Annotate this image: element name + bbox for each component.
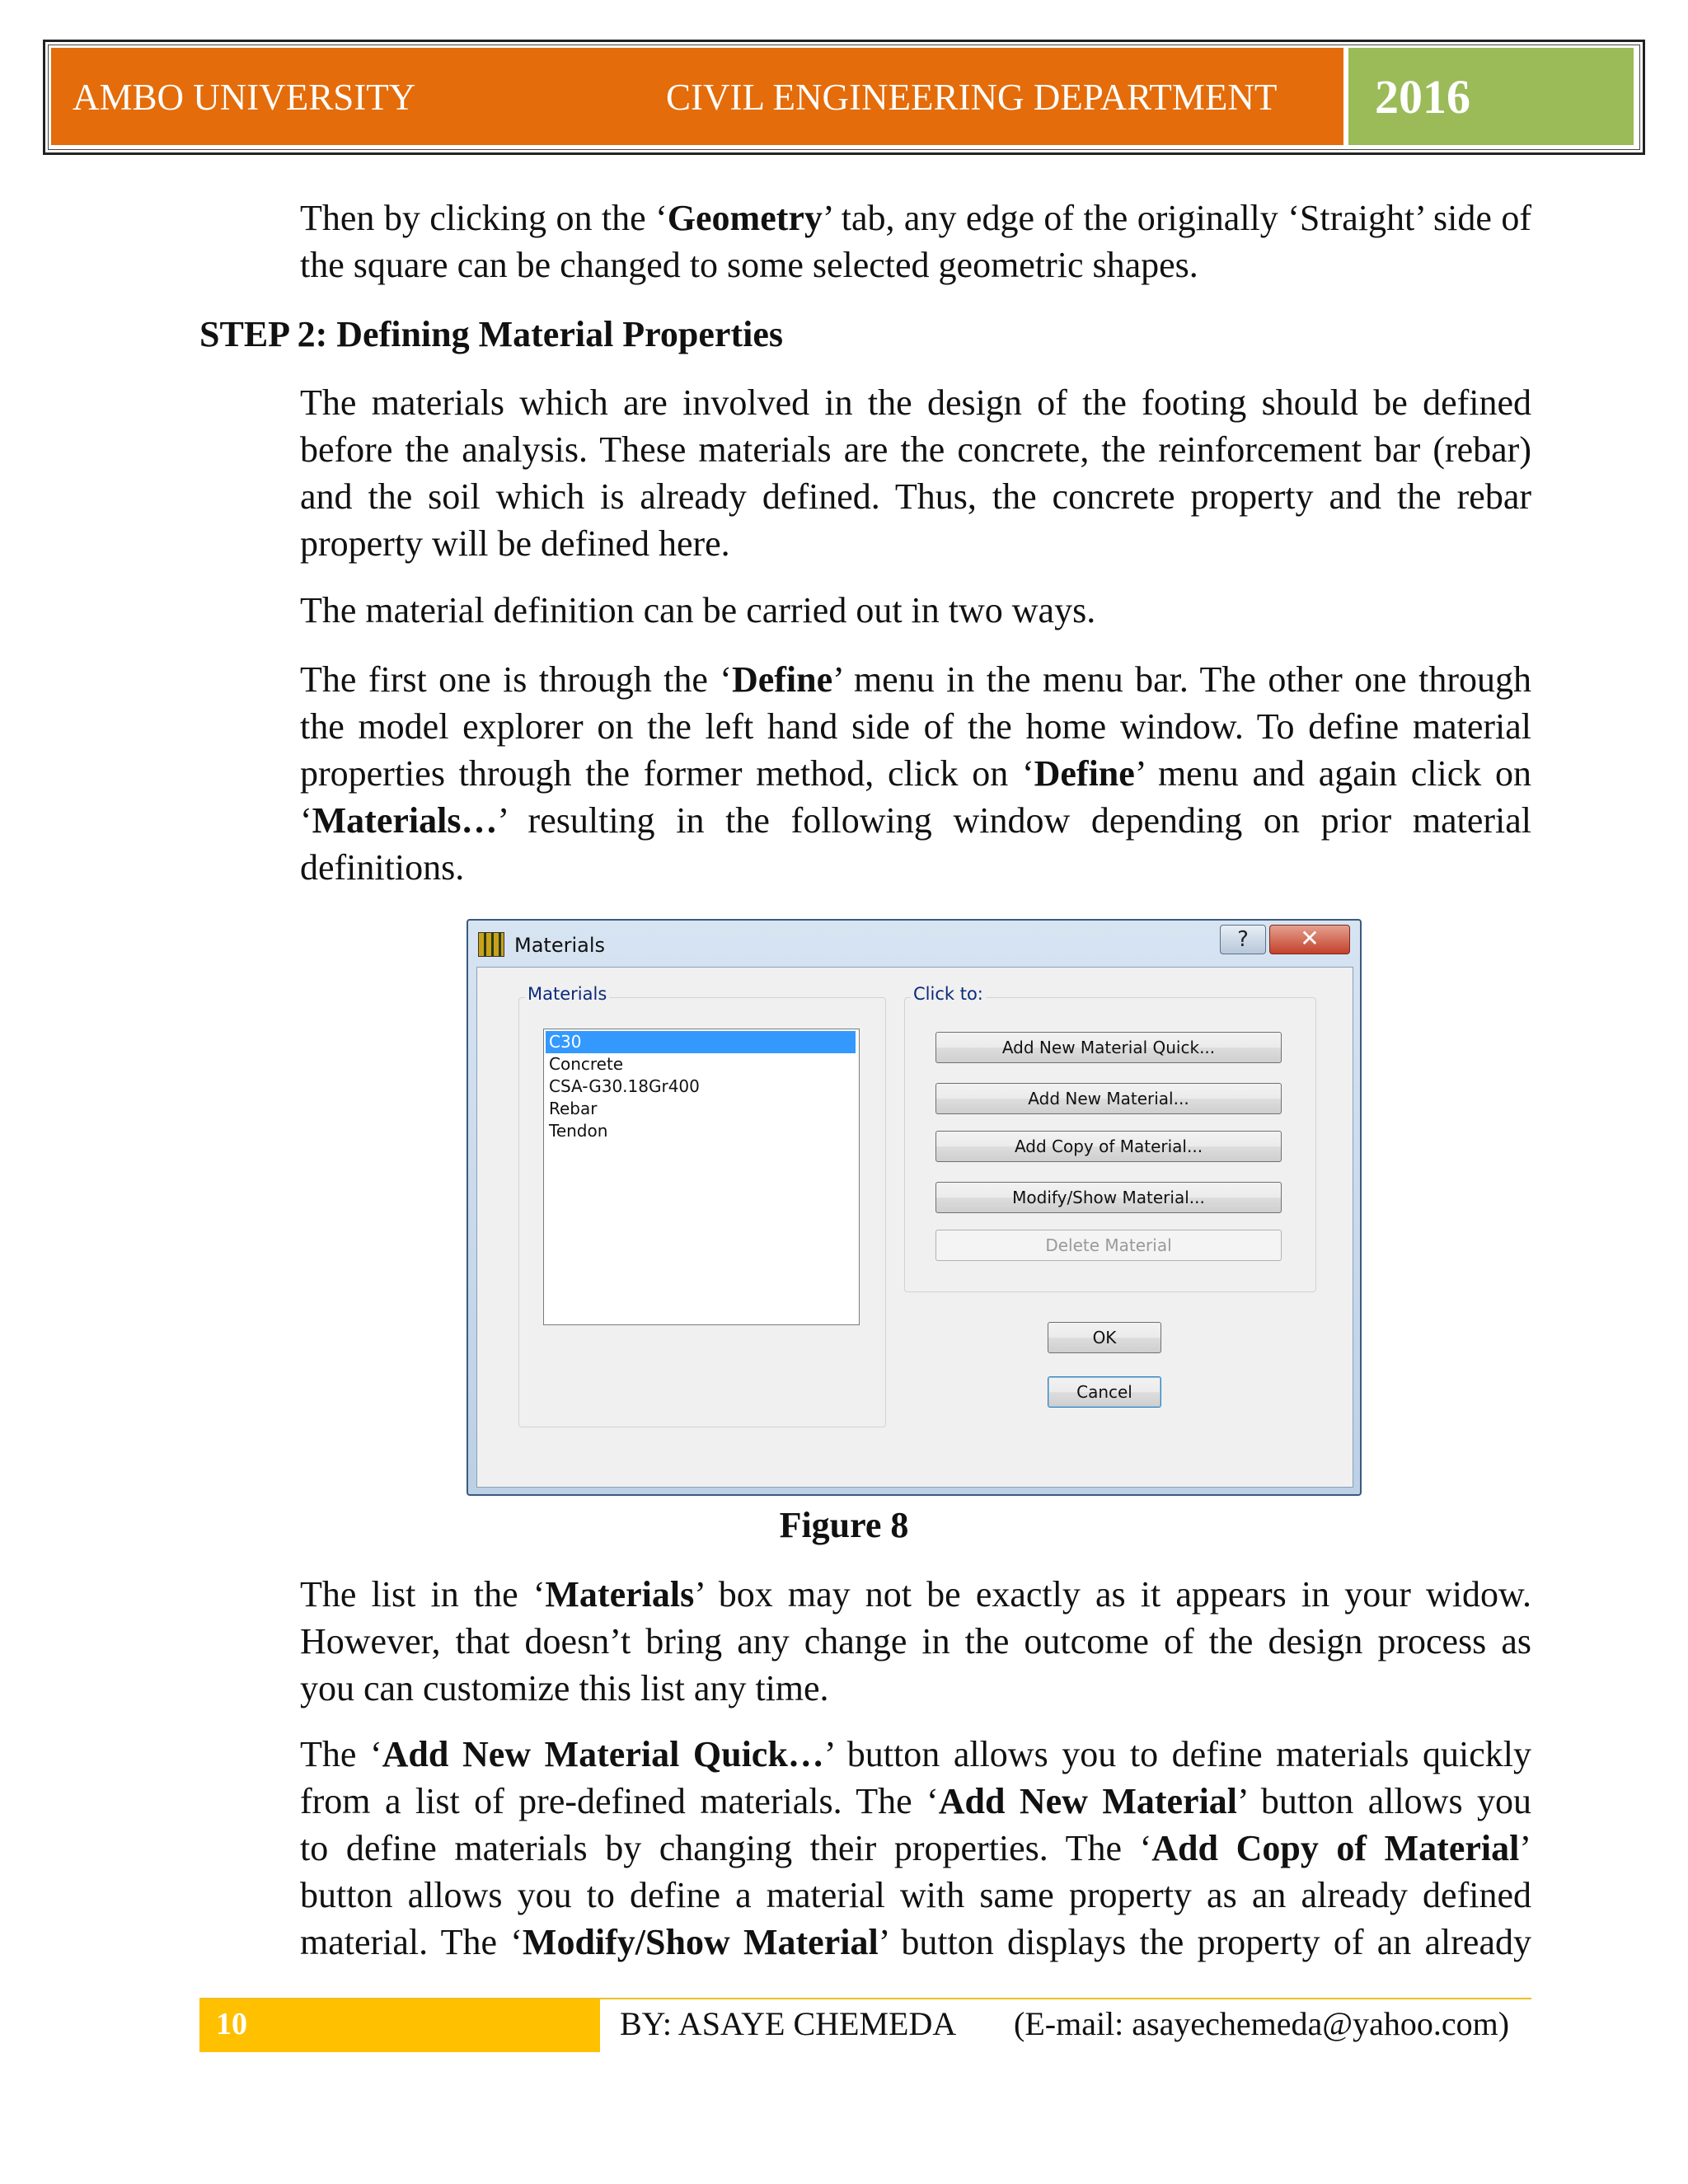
text-line: and the soil which is already defined. Thus, the concrete property and the rebar [300, 476, 1531, 517]
text-line: The list in the ‘Materials’ box may not be exactly as it appears in your widow. [300, 1574, 1531, 1615]
dialog-client-area [476, 967, 1353, 1488]
text-line: before the analysis. These materials are the concrete, the reinforcement bar (rebar) [300, 429, 1531, 470]
text-line: to define materials by changing their properties. The ‘Add Copy of Material’ [300, 1828, 1531, 1868]
text-line: you can customize this list any time. [300, 1668, 829, 1708]
text-line: The material definition can be carried out in two ways. [300, 590, 1096, 630]
list-item[interactable]: Tendon [549, 1121, 608, 1141]
text-line: property will be defined here. [300, 523, 730, 564]
list-item[interactable]: Concrete [549, 1054, 624, 1074]
text-line: The first one is through the ‘Define’ menu in the menu bar. The other one through [300, 659, 1531, 700]
add-new-material-quick-button[interactable]: Add New Material Quick... [935, 1032, 1282, 1063]
materials-list[interactable] [543, 1029, 860, 1325]
cancel-button[interactable]: Cancel [1048, 1376, 1161, 1408]
ok-button[interactable]: OK [1048, 1322, 1161, 1353]
delete-material-button[interactable]: Delete Material [935, 1230, 1282, 1261]
text-line: material. The ‘Modify/Show Material’ button displays the property of an already [300, 1922, 1531, 1962]
text-line: The ‘Add New Material Quick…’ button allows you to define materials quickly [300, 1734, 1532, 1774]
text-line: button allows you to define a material with same property as an already defined [300, 1875, 1531, 1915]
click-to-group-label: Click to: [911, 984, 986, 1004]
buttons-description-paragraph [300, 1731, 1531, 1966]
dialog-titlebar[interactable] [468, 921, 1360, 962]
step2-heading: STEP 2: Defining Material Properties [199, 314, 783, 354]
text-line: However, that doesn’t bring any change in the outcome of the design process as [300, 1621, 1531, 1661]
materials-dialog [467, 919, 1362, 1496]
close-button[interactable]: ✕ [1269, 925, 1350, 954]
text-line: from a list of pre-defined materials. The ‘Add New Material’ button allows you [300, 1781, 1531, 1821]
figure-caption: Figure 8 [779, 1505, 909, 1545]
text-line: Then by clicking on the ‘Geometry’ tab, any edge of the originally ‘Straight’ side of [300, 198, 1532, 238]
define-menu-paragraph [300, 656, 1531, 891]
footer-email: (E-mail: asayechemeda@yahoo.com) [1014, 2005, 1510, 2042]
text-line: ‘Materials…’ resulting in the following window depending on prior material [300, 800, 1531, 841]
list-item[interactable]: Rebar [549, 1099, 598, 1118]
text-line: properties through the former method, click on ‘Define’ menu and again click on [300, 753, 1531, 794]
header-department: CIVIL ENGINEERING DEPARTMENT [666, 77, 1278, 118]
text-line: the square can be changed to some selected geometric shapes. [300, 245, 1198, 285]
page-number: 10 [216, 2007, 247, 2041]
help-button[interactable]: ? [1220, 925, 1266, 954]
header-university: AMBO UNIVERSITY [73, 77, 416, 118]
footer-yellow-band [199, 1999, 600, 2052]
app-icon [478, 932, 504, 957]
add-copy-of-material-button[interactable]: Add Copy of Material... [935, 1131, 1282, 1162]
list-item[interactable]: CSA-G30.18Gr400 [549, 1076, 700, 1096]
list-item[interactable]: C30 [546, 1031, 856, 1053]
text-line: The materials which are involved in the design of the footing should be defined [300, 382, 1531, 423]
materials-list-note-paragraph [300, 1571, 1531, 1712]
materials-paragraph [300, 379, 1531, 567]
dialog-title: Materials [514, 934, 606, 957]
two-ways-paragraph [300, 587, 1531, 634]
header-year: 2016 [1375, 70, 1470, 124]
materials-group-label: Materials [525, 984, 609, 1004]
intro-paragraph [300, 194, 1531, 288]
text-line: definitions. [300, 847, 465, 888]
modify-show-material-button[interactable]: Modify/Show Material... [935, 1182, 1282, 1213]
add-new-material-button[interactable]: Add New Material... [935, 1083, 1282, 1114]
footer-author: BY: ASAYE CHEMEDA [620, 2005, 957, 2042]
text-line: the model explorer on the left hand side of the home window. To define material [300, 706, 1531, 747]
